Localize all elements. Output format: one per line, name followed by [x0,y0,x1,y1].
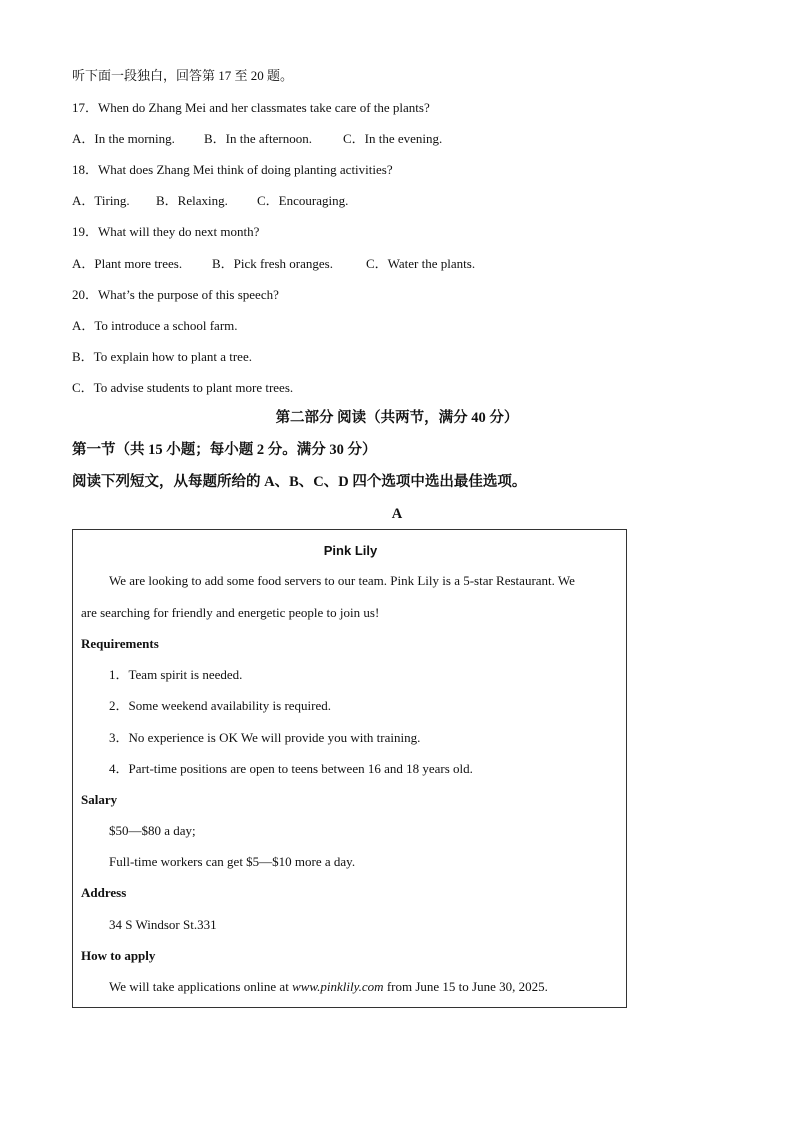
requirement-item: 1．Team spirit is needed. [109,667,243,682]
reading-instruction: 阅读下列短文，从每题所给的 A、B、C、D 四个选项中选出最佳选项。 [72,474,527,490]
address-heading: Address [81,885,127,900]
question-20-option-c: C．To advise students to plant more trees. [72,380,294,395]
question-20-stem: 20．What’s the purpose of this speech? [72,287,279,302]
salary-heading: Salary [81,792,118,807]
address-text: 34 S Windsor St.331 [109,917,217,932]
salary-daily: $50—$80 a day; [109,823,196,838]
question-20-option-b: B．To explain how to plant a tree. [72,349,252,364]
apply-heading: How to apply [81,948,156,963]
salary-fulltime: Full-time workers can get $5—$10 more a day. [109,854,356,869]
apply-url-link[interactable]: www.pinklily.com [292,979,384,994]
question-19-option-a: A．Plant more trees. [72,256,183,271]
requirement-item: 2．Some weekend availability is required. [109,698,332,713]
section-one-title: 第一节（共 15 小题；每小题 2 分。满分 30 分） [72,442,377,458]
part-two-title: 第二部分 阅读（共两节，满分 40 分） [275,410,519,426]
question-17-option-c: C．In the evening. [343,131,443,146]
question-18-option-b: B．Relaxing. [156,193,228,208]
question-20-option-a: A．To introduce a school farm. [72,318,238,333]
ad-title: Pink Lily [323,543,378,558]
requirements-heading: Requirements [81,636,159,651]
question-17-option-b: B．In the afternoon. [204,131,312,146]
question-19-option-b: B．Pick fresh oranges. [212,256,333,271]
question-17-stem: 17．When do Zhang Mei and her classmates take care of the plants? [72,100,430,115]
ad-intro-line-1: We are looking to add some food servers to our team. Pink Lily is a 5-star Restaurant. We [109,573,575,588]
ad-intro-line-2: are searching for friendly and energetic people to join us! [81,605,380,620]
question-19-option-c: C．Water the plants. [366,256,476,271]
listening-intro: 听下面一段独白，回答第 17 至 20 题。 [72,68,294,83]
passage-label: A [391,506,403,522]
apply-text [109,978,548,996]
question-19-stem: 19．What will they do next month? [72,224,260,239]
apply-text-post: from June 15 to June 30, 2025. [383,979,548,994]
advertisement-box [72,529,627,1008]
question-18-option-a: A．Tiring. [72,193,130,208]
apply-text-pre: We will take applications online at [109,979,293,994]
question-18-option-c: C．Encouraging. [257,193,349,208]
requirement-item: 3．No experience is OK We will provide you with training. [109,730,421,745]
requirement-item: 4．Part-time positions are open to teens between 16 and 18 years old. [109,761,473,776]
question-18-stem: 18．What does Zhang Mei think of doing planting activities? [72,162,393,177]
question-17-option-a: A．In the morning. [72,131,175,146]
